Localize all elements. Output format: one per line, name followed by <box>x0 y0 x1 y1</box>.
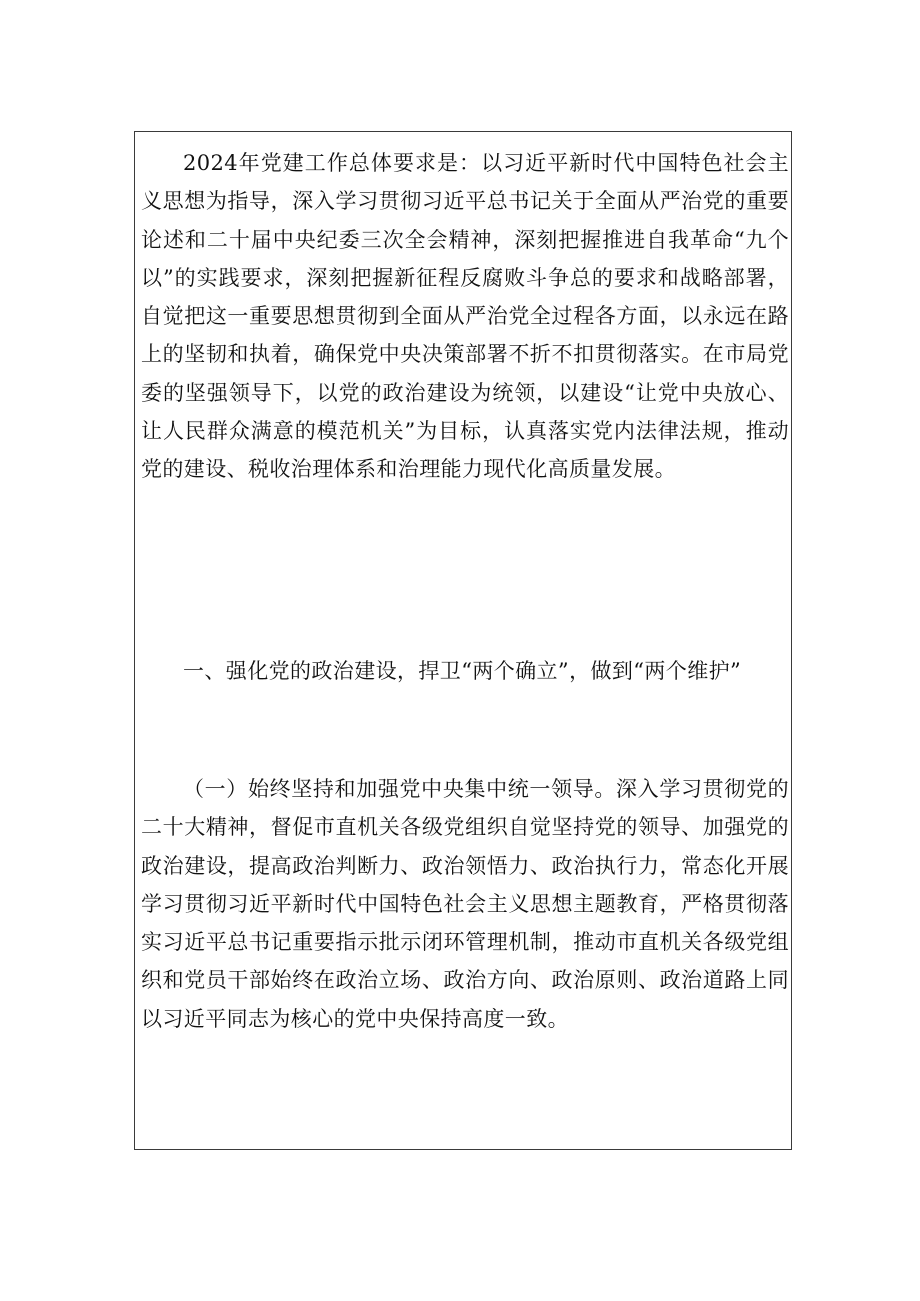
section-heading: 一、强化党的政治建设，捍卫“两个确立”，做到“两个维护” <box>183 659 742 683</box>
document-frame <box>134 131 792 1150</box>
intro-paragraph: 2024年党建工作总体要求是：以习近平新时代中国特色社会主义思想为指导，深入学习贯彻习近平总书记关于全面从严治党的重要论述和二十届中央纪委三次全会精神，深刻把握推进自我革命“九个以”的实践要求，深刻把握新征程反腐败斗争总的要求和战略部署，自觉把这一重要思想贯彻到全面从严治党全过程各方面，以永远在路上的坚韧和执着，确保党中央决策部署不折不扣贯彻落实。在市局党委的坚强领导下，以党的政治建设为统领，以建设“让党中央放心、让人民群众满意的模范机关”为目标，认真落实党内法律法规，推动党的建设、税收治理体系和治理能力现代化高质量发展。 <box>141 151 789 482</box>
subsection-paragraph: （一）始终坚持和加强党中央集中统一领导。深入学习贯彻党的二十大精神，督促市直机关各级党组织自觉坚持党的领导、加强党的政治建设，提高政治判断力、政治领悟力、政治执行力，常态化开展学习贯彻习近平新时代中国特色社会主义思想主题教育，严格贯彻落实习近平总书记重要指示批示闭环管理机制，推动市直机关各级党组织和党员干部始终在政治立场、政治方向、政治原则、政治道路上同以习近平同志为核心的党中央保持高度一致。 <box>141 777 789 1031</box>
